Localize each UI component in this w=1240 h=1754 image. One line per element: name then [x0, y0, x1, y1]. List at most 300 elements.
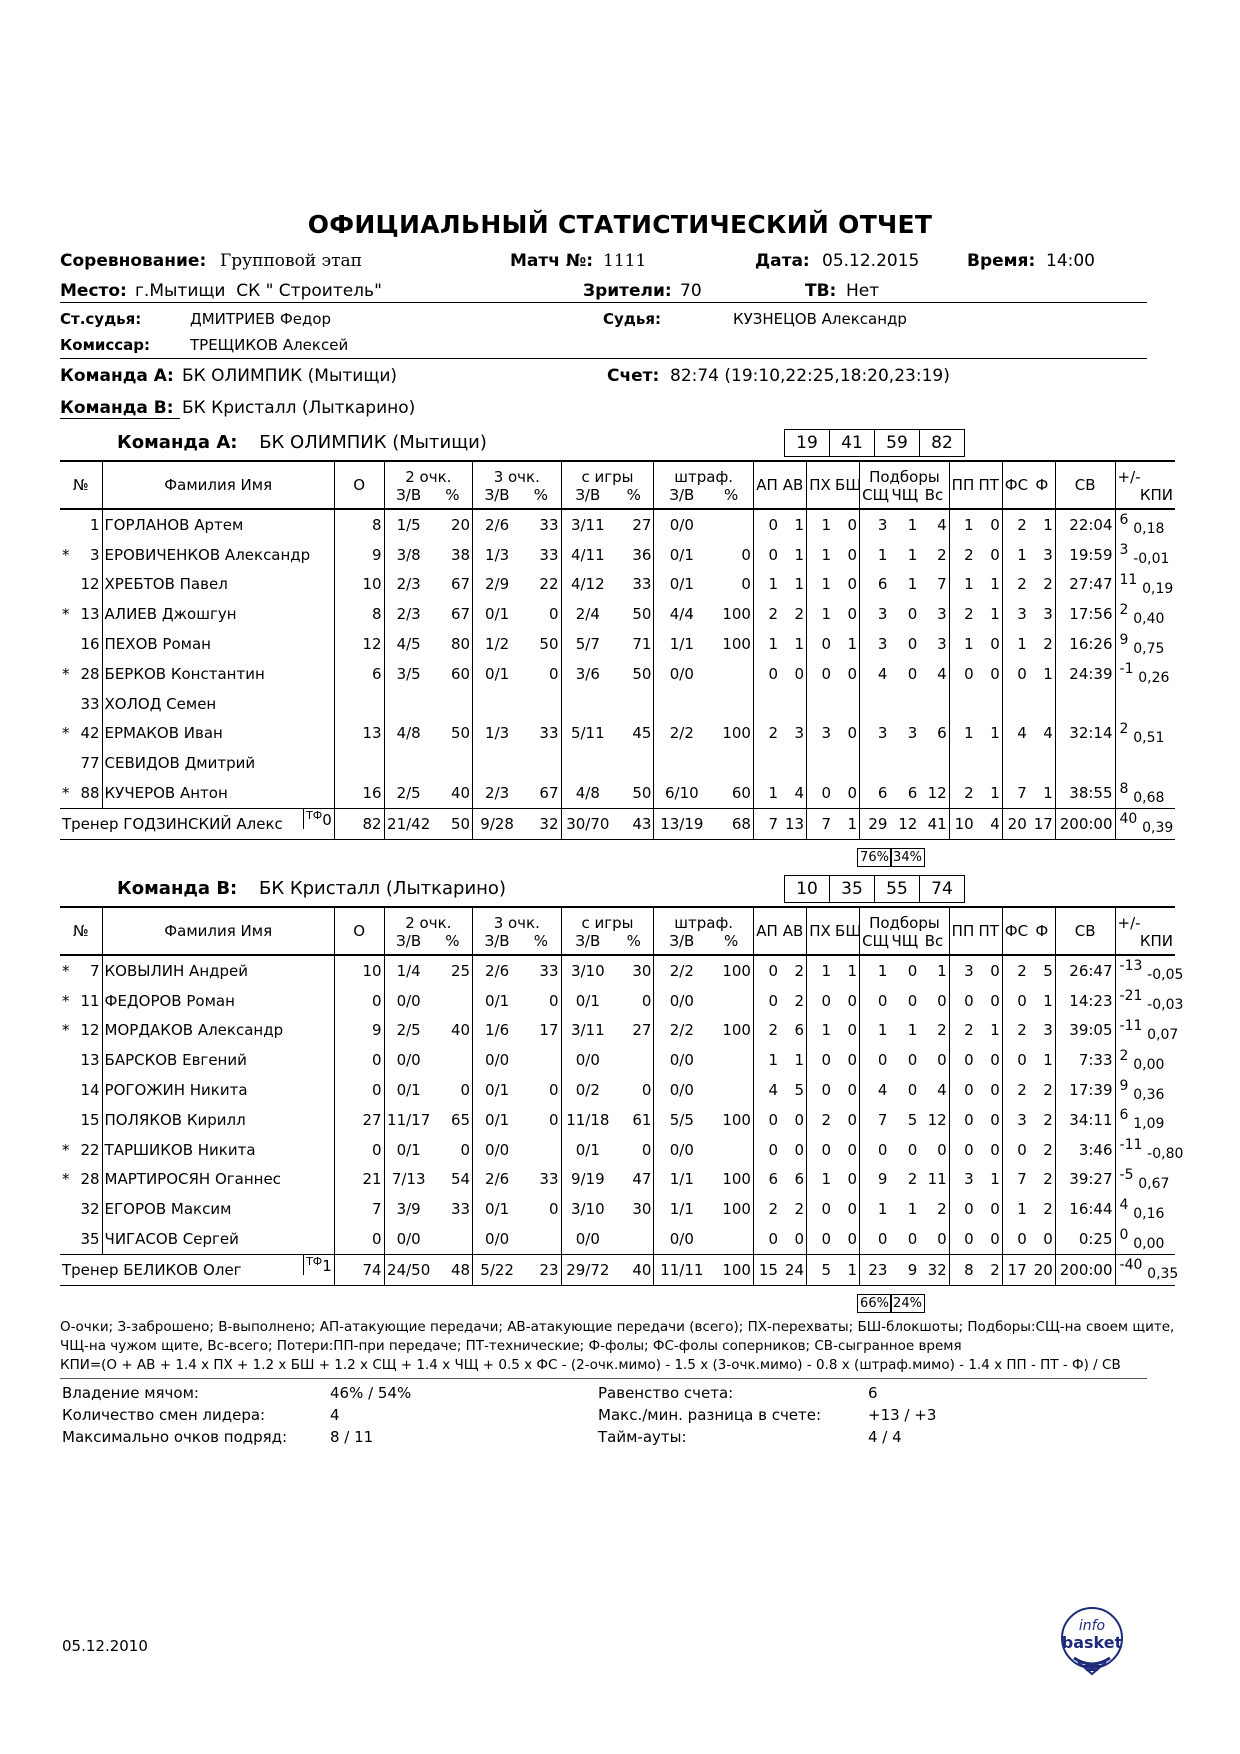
col-three: 3 очк.: [473, 461, 561, 486]
pm-kpi-cell: [1115, 570, 1175, 600]
fouls-drawn-cell: 2: [1002, 955, 1029, 986]
fg-cell: 5/7: [561, 629, 614, 659]
reb-off-cell: 1: [907, 545, 918, 564]
fg-cell: 4/8: [561, 778, 614, 808]
reb-off-cell: 3: [907, 724, 918, 743]
three-pt-pct-cell: 50: [539, 635, 559, 654]
fouls-cell: 0: [1043, 1230, 1053, 1249]
fg-cell: 3/11: [561, 509, 614, 540]
fg-pct-cell: 40: [614, 1254, 654, 1285]
reb-def-cell: 0: [860, 986, 890, 1016]
player-number: 3: [89, 545, 100, 564]
match-value: 1111: [603, 251, 647, 271]
two-pt-cell: [384, 689, 433, 719]
reb-def-cell: 3: [860, 629, 890, 659]
ft-pct-cell: [709, 748, 753, 778]
reb-off-cell: [889, 689, 919, 719]
reb-tot-cell: 4: [937, 664, 947, 683]
fouls-cell: 1: [1043, 784, 1053, 803]
two-pt-pct-cell: 50: [433, 808, 473, 839]
fg-cell: 0/2: [561, 1075, 614, 1105]
player-number: 12: [80, 1021, 100, 1040]
table-row: [60, 1075, 1175, 1105]
table-row: [60, 1135, 1175, 1165]
ft-cell: [654, 748, 709, 778]
player-number: 33: [80, 694, 100, 713]
venue-label: Место:: [60, 281, 127, 301]
three-pt-pct-cell: 33: [539, 515, 559, 534]
blk-cell: [833, 748, 860, 778]
ft-pct-cell: 68: [709, 808, 753, 839]
player-name-cell: АЛИЕВ Джошгун: [102, 599, 334, 629]
two-pt-cell: 2/3: [384, 599, 433, 629]
fg-cell: 11/18: [561, 1105, 614, 1135]
score-label: Счет:: [607, 366, 660, 386]
two-pt-pct-cell: 38: [450, 545, 471, 564]
fouls-drawn-cell: 0: [1002, 1224, 1029, 1254]
plus-minus: 2: [1119, 720, 1129, 737]
to-pass-cell: 1: [949, 570, 976, 600]
to-tech-cell: 0: [990, 1200, 1000, 1219]
col-pct: %: [626, 486, 641, 504]
col-fg: с игры: [561, 461, 654, 486]
points-cell: 16: [334, 778, 384, 808]
two-pt-pct-cell: [433, 1045, 473, 1075]
blk-cell: 0: [847, 1110, 858, 1129]
coach-label: Тренер: [62, 1260, 119, 1279]
col-fouls-drawn: ФС: [1002, 907, 1029, 955]
col-pct: %: [626, 932, 641, 950]
player-number-cell: [60, 1075, 102, 1105]
reb-tot-cell: 3: [937, 605, 947, 624]
two-pt-cell: 24/50: [384, 1254, 433, 1285]
reb-def-cell: 0: [860, 1224, 890, 1254]
plus-minus: 9: [1119, 631, 1129, 648]
points-cell: 10: [334, 955, 384, 986]
ft-cell: 0/0: [654, 1075, 709, 1105]
to-pass-cell: 8: [949, 1254, 976, 1285]
reb-off-cell: 0: [907, 605, 918, 624]
points-cell: 10: [334, 570, 384, 600]
three-pt-pct-cell: [521, 1135, 561, 1165]
pm-kpi-cell: [1115, 509, 1175, 540]
fg-pct-cell: 27: [632, 515, 652, 534]
pm-kpi-cell: [1115, 1135, 1184, 1165]
minutes-cell: [1055, 748, 1115, 778]
three-pt-cell: 2/6: [473, 1165, 522, 1195]
table-row: [60, 570, 1175, 600]
three-pt-pct-cell: 67: [539, 784, 559, 803]
ast-all-cell: 0: [794, 664, 805, 683]
ft-pct-cell: [709, 659, 753, 689]
fg-pct-cell: [614, 1224, 654, 1254]
ft-pct-cell: [709, 1045, 753, 1075]
two-pt-cell: 21/42: [384, 808, 433, 839]
fg-cell: 3/10: [561, 1194, 614, 1224]
col-reb-off: ЧЩ: [891, 486, 919, 504]
stl-cell: 3: [807, 719, 834, 749]
player-number: 77: [80, 754, 100, 773]
player-number-cell: [60, 570, 102, 600]
reb-tot-cell: 0: [937, 1230, 947, 1249]
two-pt-cell: 3/5: [384, 659, 433, 689]
fouls-drawn-cell: [1002, 748, 1029, 778]
team-b-def-reb-pct: 66%: [857, 1294, 892, 1313]
stl-cell: 2: [807, 1105, 834, 1135]
plus-minus: 0: [1119, 1226, 1129, 1243]
col-blk: БШ: [835, 922, 862, 940]
two-pt-cell: 2/3: [384, 570, 433, 600]
player-number-cell: [60, 1135, 102, 1165]
reb-def-cell: 1: [860, 955, 890, 986]
kpi: 0,19: [1142, 580, 1174, 597]
chief-referee-value: ДМИТРИЕВ Федор: [190, 310, 332, 328]
fg-pct-cell: [614, 689, 654, 719]
reb-off-cell: 0: [907, 1051, 918, 1070]
to-tech-cell: 0: [990, 1051, 1000, 1070]
three-pt-cell: 0/0: [473, 1045, 522, 1075]
player-number-cell: [60, 659, 102, 689]
ft-pct-cell: [709, 986, 753, 1016]
fouls-cell: 1: [1043, 991, 1053, 1010]
plus-minus: 2: [1119, 601, 1129, 618]
fg-pct-cell: 30: [632, 961, 652, 980]
blk-cell: 1: [833, 1254, 860, 1285]
pm-kpi-cell: [1115, 599, 1175, 629]
max-diff-label: Макс./мин. разница в счете:: [598, 1406, 822, 1424]
ast-all-cell: 1: [794, 1051, 805, 1070]
commissioner-label: Комиссар:: [60, 336, 150, 354]
ast-cell: 4: [753, 1075, 780, 1105]
player-name-cell: ПОЛЯКОВ Кирилл: [102, 1105, 334, 1135]
ast-cell: 0: [753, 509, 780, 540]
player-name-cell: КУЧЕРОВ Антон: [102, 778, 334, 808]
quarter-score: 55: [874, 875, 920, 903]
team-b-value: БК Кристалл (Лыткарино): [182, 398, 416, 418]
pm-kpi-cell: [1115, 689, 1175, 719]
ft-cell: 2/2: [654, 1016, 709, 1046]
to-tech-cell: 0: [990, 961, 1000, 980]
to-tech-cell: [976, 748, 1003, 778]
logo-text-top: info: [1078, 1618, 1106, 1634]
col-two: 2 очк.: [384, 907, 472, 932]
two-pt-pct-cell: [433, 1224, 473, 1254]
table-row: [60, 1105, 1175, 1135]
legend-line: ЧЩ-на чужом щите, Вс-всего; Потери:ПП-при передаче; ПТ-технические; Ф-фолы; ФС-фолы соперников; СВ-сыгранное время: [60, 1338, 962, 1354]
fouls-cell: 3: [1043, 1021, 1053, 1040]
reb-def-cell: 3: [860, 719, 890, 749]
pm-kpi-cell: [1115, 778, 1175, 808]
to-tech-cell: 0: [990, 515, 1000, 534]
plus-minus: 3: [1119, 542, 1129, 559]
reb-tot-cell: 1: [937, 961, 947, 980]
reb-def-cell: 0: [860, 1045, 890, 1075]
to-pass-cell: 0: [949, 1194, 976, 1224]
fg-cell: 30/70: [561, 808, 614, 839]
team-a-off-reb-pct: 34%: [890, 848, 925, 867]
fouls-cell: 1: [1043, 1051, 1053, 1070]
reb-off-cell: 9: [889, 1254, 919, 1285]
fg-pct-cell: 43: [614, 808, 654, 839]
three-pt-cell: [473, 748, 522, 778]
three-pt-pct-cell: [521, 748, 561, 778]
player-number-cell: [60, 599, 102, 629]
col-to-tech: ПТ: [978, 922, 999, 940]
ast-cell: 2: [753, 1194, 780, 1224]
fg-cell: 3/6: [561, 659, 614, 689]
pm-kpi-cell: [1115, 719, 1175, 749]
player-number-cell: [60, 955, 102, 986]
two-pt-cell: 2/5: [384, 1016, 433, 1046]
timeouts-value: 4 / 4: [868, 1428, 902, 1446]
col-name: Фамилия Имя: [102, 461, 334, 509]
lead-changes-value: 4: [330, 1406, 340, 1424]
three-pt-cell: 1/6: [473, 1016, 522, 1046]
ast-all-cell: 0: [794, 1110, 805, 1129]
two-pt-cell: 0/1: [384, 1135, 433, 1165]
legend-line: КПИ=(О + АВ + 1.4 х ПХ + 1.2 х БШ + 1.2 х СЩ + 1.4 х ЧЩ + 0.5 х ФС - (2-очк.мимо) - 1.5 х (3-очк.мимо) - 0.8 х (штраф.мимо) - 1.4 х ПП - ПТ - Ф) / СВ: [60, 1357, 1121, 1373]
table-row: [60, 748, 1175, 778]
fg-cell: 29/72: [561, 1254, 614, 1285]
col-made-att: З/В: [654, 486, 709, 509]
to-tech-cell: 0: [990, 1081, 1000, 1100]
stl-cell: 7: [807, 808, 834, 839]
ast-all-cell: 1: [794, 575, 805, 594]
to-tech-cell: 0: [990, 545, 1000, 564]
ft-cell: 2/2: [654, 719, 709, 749]
table-row: [60, 986, 1175, 1016]
three-pt-cell: 0/1: [473, 659, 522, 689]
to-pass-cell: [949, 689, 976, 719]
team-b-underline: [60, 418, 180, 419]
reb-off-cell: 1: [907, 575, 918, 594]
ft-pct-cell: 0: [741, 575, 751, 594]
to-tech-cell: 4: [976, 808, 1003, 839]
reb-def-cell: 4: [860, 1075, 890, 1105]
three-pt-cell: 2/6: [473, 509, 522, 540]
stl-cell: 0: [807, 778, 834, 808]
to-tech-cell: 1: [990, 605, 1000, 624]
ast-cell: 0: [753, 1224, 780, 1254]
col-pct: %: [723, 486, 739, 504]
ast-cell: [753, 748, 780, 778]
kpi: 0,39: [1142, 820, 1174, 837]
two-pt-cell: 11/17: [384, 1105, 433, 1135]
ft-pct-cell: 100: [722, 1021, 751, 1040]
reb-off-cell: 0: [907, 1081, 918, 1100]
ast-cell: 15: [753, 1254, 780, 1285]
player-name-cell: ЧИГАСОВ Сергей: [102, 1224, 334, 1254]
minutes-cell: 38:55: [1055, 778, 1115, 808]
two-pt-pct-cell: 0: [460, 1140, 471, 1159]
ast-all-cell: 4: [794, 784, 805, 803]
stl-cell: 1: [807, 570, 834, 600]
three-pt-cell: 2/3: [473, 778, 522, 808]
table-row: [60, 509, 1175, 540]
points-cell: 27: [334, 1105, 384, 1135]
three-pt-cell: 1/2: [473, 629, 522, 659]
fouls-cell: 3: [1043, 545, 1053, 564]
ft-pct-cell: 100: [722, 1110, 751, 1129]
fouls-drawn-cell: 3: [1002, 599, 1029, 629]
points-cell: 8: [334, 509, 384, 540]
two-pt-pct-cell: 25: [450, 961, 471, 980]
points-cell: [334, 748, 384, 778]
player-name-cell: КОВЫЛИН Андрей: [102, 955, 334, 986]
team-total-row: [60, 808, 1175, 839]
player-name-cell: ХРЕБТОВ Павел: [102, 570, 334, 600]
referee-value: КУЗНЕЦОВ Александр: [733, 310, 907, 328]
quarter-score: 59: [874, 429, 920, 457]
col-to-pass: ПП: [949, 907, 976, 955]
ft-cell: 0/1: [654, 540, 709, 570]
player-name-cell: МОРДАКОВ Александр: [102, 1016, 334, 1046]
ast-all-cell: 1: [794, 545, 805, 564]
table-row: [60, 719, 1175, 749]
col-made-att: З/В: [473, 486, 522, 509]
coach-name: БЕЛИКОВ Олег: [123, 1260, 242, 1279]
two-pt-pct-cell: [433, 689, 473, 719]
fg-cell: 0/0: [561, 1224, 614, 1254]
fg-pct-cell: 33: [632, 575, 652, 594]
two-pt-cell: 0/0: [384, 1224, 433, 1254]
ft-pct-cell: 100: [722, 961, 751, 980]
blk-cell: 0: [847, 545, 858, 564]
fouls-drawn-cell: [1002, 689, 1029, 719]
player-number-cell: [60, 1016, 102, 1046]
fg-pct-cell: [614, 1045, 654, 1075]
blk-cell: 1: [833, 808, 860, 839]
stl-cell: 1: [807, 1016, 834, 1046]
reb-tot-cell: 0: [937, 1051, 947, 1070]
two-pt-pct-cell: 60: [450, 664, 471, 683]
ast-all-cell: 5: [794, 1081, 805, 1100]
points-cell: 8: [334, 599, 384, 629]
two-pt-pct-cell: 80: [450, 635, 471, 654]
kpi: -0,80: [1147, 1146, 1184, 1163]
tech-foul-label: ТФ: [306, 1254, 323, 1268]
to-pass-cell: 0: [949, 1224, 976, 1254]
player-number: 14: [80, 1081, 100, 1100]
quarter-score: 19: [784, 429, 830, 457]
player-number-cell: [60, 689, 102, 719]
ft-cell: 13/19: [654, 808, 709, 839]
stl-cell: 0: [807, 986, 834, 1016]
minutes-cell: 3:46: [1055, 1135, 1115, 1165]
fouls-drawn-cell: 1: [1002, 629, 1029, 659]
table-row: [60, 955, 1175, 986]
ft-pct-cell: 100: [722, 605, 751, 624]
ft-cell: 5/5: [654, 1105, 709, 1135]
starter-mark: *: [62, 1140, 70, 1159]
legend-line: О-очки; З-заброшено; В-выполнено; АП-атакующие передачи; АВ-атакующие передачи (всего); ПХ-перехваты; БШ-блокшоты; Подборы:СЩ-на своем щите,: [60, 1319, 1175, 1335]
team-b-stats-table: [60, 906, 1184, 1286]
player-number: 13: [80, 605, 100, 624]
player-number-cell: [60, 748, 102, 778]
score-value: 82:74 (19:10,22:25,18:20,23:19): [670, 366, 950, 386]
to-tech-cell: 0: [990, 1140, 1000, 1159]
reb-off-cell: 0: [907, 664, 918, 683]
col-reb: Подборы: [860, 461, 950, 486]
kpi: 0,40: [1133, 610, 1165, 627]
blk-cell: 1: [847, 635, 858, 654]
blk-cell: 0: [847, 664, 858, 683]
player-number-cell: [60, 1105, 102, 1135]
ast-cell: [753, 689, 780, 719]
col-name: Фамилия Имя: [102, 907, 334, 955]
kpi: 0,67: [1138, 1175, 1170, 1192]
three-pt-cell: 0/1: [473, 1075, 522, 1105]
points-cell: 0: [334, 1135, 384, 1165]
to-pass-cell: 1: [949, 719, 976, 749]
fg-pct-cell: 50: [632, 605, 652, 624]
plus-minus: -11: [1119, 1017, 1143, 1034]
ast-all-cell: 2: [794, 991, 805, 1010]
team-a-quarter-scores: [784, 429, 964, 457]
fouls-cell: 2: [1043, 1200, 1053, 1219]
ft-cell: [654, 689, 709, 719]
fouls-cell: 2: [1043, 1110, 1053, 1129]
reb-def-cell: 1: [860, 540, 890, 570]
col-stl: ПХ: [807, 461, 834, 509]
quarter-score: 82: [919, 429, 965, 457]
fouls-cell: 2: [1043, 1140, 1053, 1159]
table-row: [60, 599, 1175, 629]
plus-minus: -40: [1119, 1257, 1143, 1274]
fg-pct-cell: 30: [632, 1200, 652, 1219]
col-reb-tot: Вс: [924, 932, 944, 950]
col-stl: ПХ: [807, 907, 834, 955]
three-pt-pct-cell: 22: [539, 575, 559, 594]
stl-cell: 1: [807, 955, 834, 986]
fouls-drawn-cell: 3: [1002, 1105, 1029, 1135]
minutes-cell: 17:56: [1055, 599, 1115, 629]
three-pt-cell: 2/9: [473, 570, 522, 600]
three-pt-pct-cell: 33: [539, 724, 559, 743]
coach-label: Тренер: [62, 814, 119, 833]
kpi: 0,51: [1133, 729, 1165, 746]
chief-referee-label: Ст.судья:: [60, 310, 142, 328]
time-label: Время:: [967, 251, 1036, 271]
ft-cell: 0/0: [654, 1224, 709, 1254]
kpi: 0,36: [1133, 1086, 1165, 1103]
col-no: №: [72, 476, 89, 494]
fg-pct-cell: 0: [641, 1081, 652, 1100]
stl-cell: 0: [807, 629, 834, 659]
player-name-cell: ЕРМАКОВ Иван: [102, 719, 334, 749]
fouls-cell: 5: [1043, 961, 1053, 980]
three-pt-pct-cell: [521, 689, 561, 719]
minutes-cell: 26:47: [1055, 955, 1115, 986]
pm-kpi-cell: [1115, 1224, 1175, 1254]
reb-def-cell: [860, 748, 890, 778]
three-pt-pct-cell: [521, 1045, 561, 1075]
ast-cell: 6: [753, 1165, 780, 1195]
two-pt-pct-cell: 40: [450, 784, 471, 803]
player-number: 16: [80, 635, 100, 654]
plus-minus: 6: [1119, 512, 1129, 529]
quarter-score: 10: [784, 875, 830, 903]
col-made-att: З/В: [473, 932, 522, 955]
possession-value: 46% / 54%: [330, 1384, 412, 1402]
col-ft: штраф.: [654, 461, 754, 486]
stl-cell: 0: [807, 1135, 834, 1165]
col-reb-def: СЩ: [860, 932, 890, 955]
pm-kpi-cell: [1115, 1045, 1175, 1075]
reb-tot-cell: 11: [927, 1170, 947, 1189]
kpi: 0,00: [1133, 1235, 1165, 1252]
three-pt-pct-cell: 33: [539, 961, 559, 980]
